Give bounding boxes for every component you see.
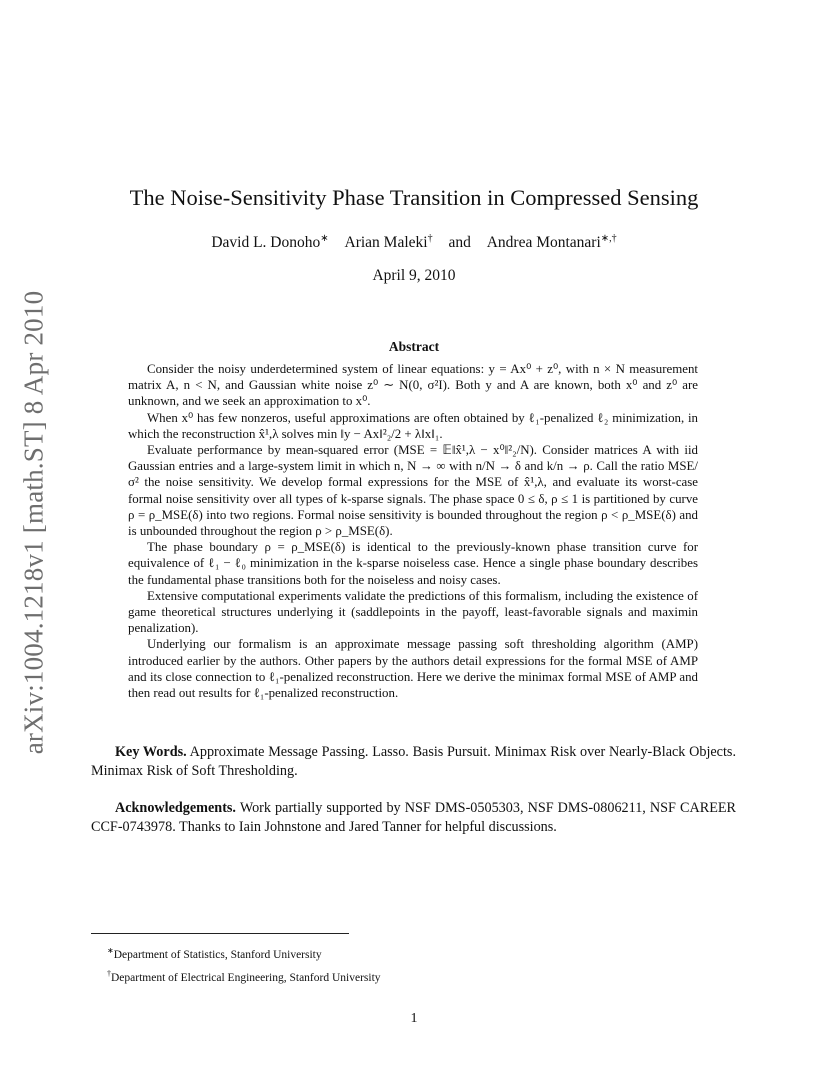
author-conjunction: and <box>448 234 471 252</box>
footnote-mark: † <box>107 969 111 978</box>
acknowledgements-text: Work partially supported by NSF DMS-0505303, NSF DMS-0806211, NSF CAREER CCF-0743978. Thanks to Iain Johnstone and Jared Tanner for helpful discussions. <box>91 800 736 835</box>
author-list <box>0 233 828 252</box>
author-montanari: Andrea Montanari∗,† <box>486 233 617 252</box>
abstract-paragraph: Extensive computational experiments validate the predictions of this formalism, including the existence of game theoretical structures underlying it (saddlepoints in the payoff, least-favorable signals and maximin penalization). <box>128 588 698 636</box>
acknowledgements-label: Acknowledgements. <box>115 800 236 816</box>
footnote-statistics <box>107 946 322 961</box>
abstract-paragraph: When x⁰ has few nonzeros, useful approximations are often obtained by ℓ₁-penalized ℓ₂ minimization, in which the reconstruction x̂¹,λ solves min ‖y − Ax‖²₂/2 + λ‖x‖₁. <box>128 410 698 441</box>
footnote-divider <box>91 933 349 934</box>
keywords-section <box>91 743 736 781</box>
abstract-body <box>128 361 698 701</box>
author-maleki: Arian Maleki† <box>344 233 433 252</box>
arxiv-identifier: arXiv:1004.1218v1 [math.ST] 8 Apr 2010 <box>18 290 49 754</box>
footnote-text: Department of Statistics, Stanford University <box>113 948 322 961</box>
author-donoho: David L. Donoho∗ <box>211 233 329 252</box>
abstract-paragraph: Underlying our formalism is an approximate message passing soft thresholding algorithm (AMP) introduced earlier by the authors. Other papers by the authors detail expressions for the formal MSE of AMP and its close connection to ℓ₁-penalized reconstruction. Here we derive the minimax formal MSE of AMP and then read out results for ℓ₁-penalized reconstruction. <box>128 637 698 701</box>
abstract-paragraph: The phase boundary ρ = ρ_MSE(δ) is identical to the previously-known phase transition curve for equivalence of ℓ₁ − ℓ₀ minimization in the k-sparse noiseless case. Hence a single phase boundary describes the fundamental phase transitions both for the noiseless and noisy cases. <box>128 540 698 587</box>
keywords-label: Key Words. <box>115 744 187 760</box>
page-number: 1 <box>410 1011 418 1026</box>
abstract-paragraph: Evaluate performance by mean-squared error (MSE = 𝔼‖x̂¹,λ − x⁰‖²₂/N). Consider matrices A with iid Gaussian entries and a large-system limit in which n, N → ∞ with n/N → δ and k/n → ρ. Call the ratio MSE/σ² the noise sensitivity. We develop formal expressions for the MSE of x̂¹,λ, and evaluate its worst-case formal noise sensitivity over all types of k-sparse signals. The phase space 0 ≤ δ, ρ ≤ 1 is partitioned by curve ρ = ρ_MSE(δ) into two regions. Formal noise sensitivity is bounded throughout the region ρ < ρ_MSE(δ) and is unbounded throughout the region ρ > ρ_MSE(δ). <box>128 443 698 539</box>
abstract-paragraph: Consider the noisy underdetermined system of linear equations: y = Ax⁰ + z⁰, with n × N measurement matrix A, n < N, and Gaussian white noise z⁰ ∼ N(0, σ²I). Both y and A are known, both x⁰ and z⁰ are unknown, and we seek an approximation to x⁰. <box>128 362 698 409</box>
acknowledgements-section <box>91 799 736 837</box>
footnote-mark: ∗ <box>107 946 114 955</box>
abstract-heading: Abstract <box>388 339 440 354</box>
paper-title: The Noise-Sensitivity Phase Transition in Compressed Sensing <box>129 185 699 210</box>
footnote-electrical-engineering <box>107 969 381 984</box>
paper-date: April 9, 2010 <box>372 267 456 284</box>
footnote-text: Department of Electrical Engineering, Stanford University <box>111 971 381 984</box>
keywords-text: Approximate Message Passing. Lasso. Basis Pursuit. Minimax Risk over Nearly-Black Objects. Minimax Risk of Soft Thresholding. <box>91 744 736 779</box>
arxiv-sidebar-stamp <box>14 284 54 760</box>
